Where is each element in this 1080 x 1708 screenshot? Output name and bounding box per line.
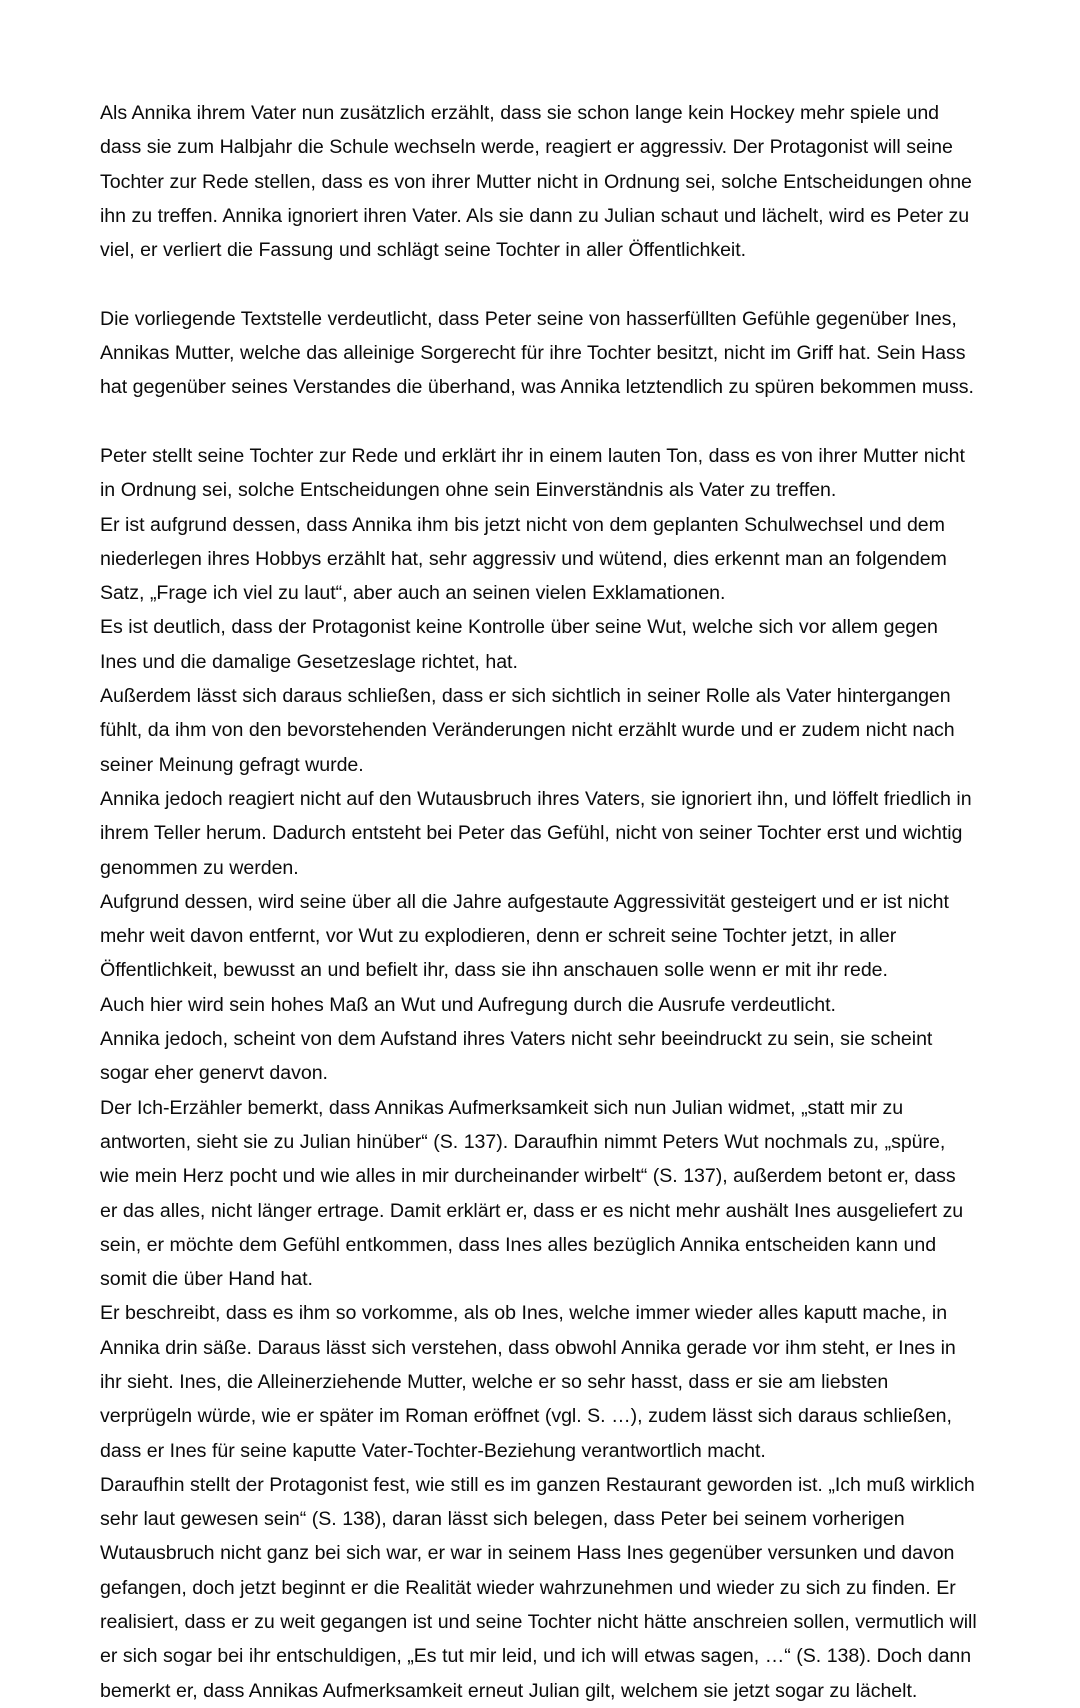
paragraph-8: Aufgrund dessen, wird seine über all die Jahre aufgestaute Aggressivität gesteigert und er ist nicht mehr weit davon entfernt, vor Wut zu explodieren, denn er schreit seine Tochter jetzt, in aller Öffentlichkeit, bewusst an und befielt ihr, dass sie ihn anschauen solle wenn er mit ihr rede. xyxy=(100,890,955,982)
paragraph-3: Peter stellt seine Tochter zur Rede und erklärt ihr in einem lauten Ton, dass es von ihrer Mutter nicht in Ordnung sei, solche Entscheidungen ohne sein Einverständnis als Vater zu treffen. xyxy=(100,444,971,502)
paragraph-13: Daraufhin stellt der Protagonist fest, wie still es im ganzen Restaurant geworden ist. „Ich muß wirklich sehr laut gewesen sein“ (S. 138), daran lässt sich belegen, dass Peter bei seinem vorherigen Wutausbruch nicht ganz bei sich war, er war in seinem Hass Ines gegenüber versunken und davon gefangen, doch jetzt beginnt er die Realität wieder wahrzunehmen und wieder zu sich zu finden. Er realisiert, dass er zu weit gegangen ist und seine Tochter nicht hätte anschreien sollen, vermutlich will er sich sogar bei ihr entschuldigen, „Es tut mir leid, und ich will etwas sagen, …“ (S. 138). Doch dann bemerkt er, dass Annikas Aufmerksamkeit erneut Julian gilt, welchem sie jetzt sogar zu lächelt. xyxy=(100,1473,983,1702)
paragraph-11: Der Ich-Erzähler bemerkt, dass Annikas Aufmerksamkeit sich nun Julian widmet, „statt mir zu antworten, sieht sie zu Julian hinüber“ (S. 137). Daraufhin nimmt Peters Wut nochmals zu, „spüre, wie mein Herz pocht und wie alles in mir durcheinander wirbelt“ (S. 137), außerdem betont er, dass er das alles, nicht länger ertrage. Damit erklärt er, dass er es nicht mehr aushält Ines ausgeliefert zu sein, er möchte dem Gefühl entkommen, dass Ines alles bezüglich Annika entscheiden kann und somit die über Hand hat. xyxy=(100,1096,969,1291)
paragraph-7: Annika jedoch reagiert nicht auf den Wutausbruch ihres Vaters, sie ignoriert ihn, und löffelt friedlich in ihrem Teller herum. Dadurch entsteht bei Peter das Gefühl, nicht von seiner Tochter erst und wichtig genommen zu werden. xyxy=(100,787,978,879)
paragraph-5: Es ist deutlich, dass der Protagonist keine Kontrolle über seine Wut, welche sich vor allem gegen Ines und die damalige Gesetzeslage richtet, hat. xyxy=(100,616,944,673)
paragraph-10: Annika jedoch, scheint von dem Aufstand ihres Vaters nicht sehr beeindruckt zu sein, sie scheint sogar eher genervt davon. xyxy=(100,1028,938,1085)
paragraph-6: Außerdem lässt sich daraus schließen, dass er sich sichtlich in seiner Rolle als Vater hintergangen fühlt, da ihm von den bevorstehenden Veränderungen nicht erzählt wurde und er zudem nicht nach seiner Meinung gefragt wurde. xyxy=(100,685,961,776)
paragraph-2: Die vorliegende Textstelle verdeutlicht, dass Peter seine von hasserfüllten Gefühle gegenüber Ines, Annikas Mutter, welche das alleinige Sorgerecht für ihre Tochter besitzt, nicht im Griff hat. Sein Hass hat gegenüber seines Verstandes die überhand, was Annika letztendlich zu spüren bekommen muss. xyxy=(100,307,974,399)
paragraph-9: Auch hier wird sein hohes Maß an Wut und Aufregung durch die Ausrufe verdeutlicht. xyxy=(100,993,836,1016)
paragraph-1: Als Annika ihrem Vater nun zusätzlich erzählt, dass sie schon lange kein Hockey mehr spiele und dass sie zum Halbjahr die Schule wechseln werde, reagiert er aggressiv. Der Protagonist will seine Tochter zur Rede stellen, dass es von ihrer Mutter nicht in Ordnung sei, solche Entscheidungen ohne ihn zu treffen. Annika ignoriert ihren Vater. Als sie dann zu Julian schaut und lächelt, wird es Peter zu viel, er verliert die Fassung und schlägt seine Tochter in aller Öffentlichkeit. xyxy=(100,102,978,262)
paragraph-4: Er ist aufgrund dessen, dass Annika ihm bis jetzt nicht von dem geplanten Schulwechsel und dem niederlegen ihres Hobbys erzählt hat, sehr aggressiv und wütend, dies erkennt man an folgendem Satz, „Frage ich viel zu laut“, aber auch an seinen vielen Exklamationen. xyxy=(100,513,953,605)
paragraph-12: Er beschreibt, dass es ihm so vorkomme, als ob Ines, welche immer wieder alles kaputt mache, in Annika drin säße. Daraus lässt sich verstehen, dass obwohl Annika gerade vor ihm steht, er Ines in ihr sieht. Ines, die Alleinerziehende Mutter, welche er so sehr hasst, dass er sie am liebsten verprügeln würde, wie er später im Roman eröffnet (vgl. S. …), zudem lässt sich daraus schließen, dass er Ines für seine kaputte Vater-Tochter-Beziehung verantwortlich macht. xyxy=(100,1302,962,1462)
document-text-body xyxy=(100,96,983,1708)
